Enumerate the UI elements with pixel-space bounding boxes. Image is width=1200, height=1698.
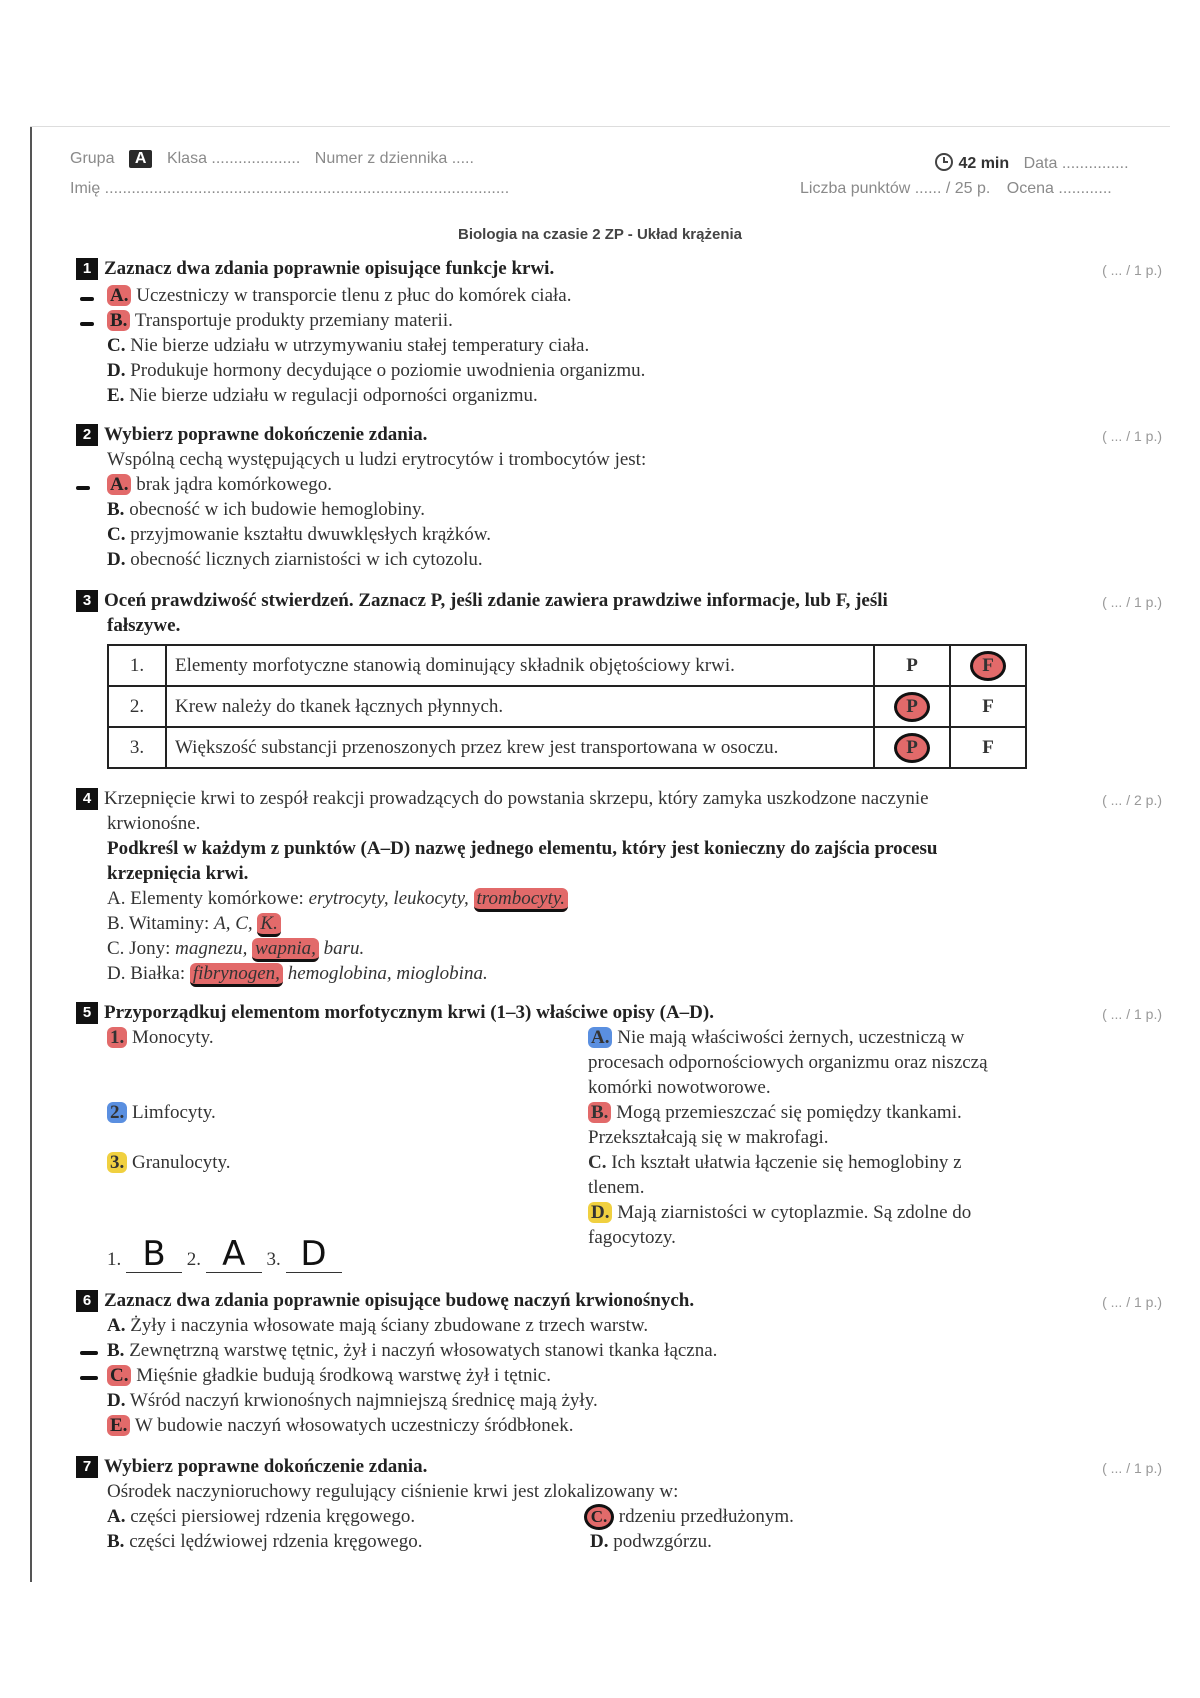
true-false-table	[107, 644, 1027, 769]
q2-option-a[interactable]: A. brak jądra komórkowego.	[107, 472, 332, 497]
row-number: 1.	[108, 645, 166, 686]
q7-points: ( ... / 1 p.)	[1102, 1460, 1162, 1476]
q5-left-3[interactable]: 3. Granulocyty.	[107, 1150, 231, 1175]
header-row-1	[70, 150, 474, 168]
underlined-answer[interactable]: trombocyty.	[474, 888, 568, 912]
question-1-heading: 1 Zaznacz dwa zdania poprawnie opisujące funkcje krwi.	[76, 256, 1076, 281]
group-label: Grupa	[70, 150, 115, 167]
time-limit: 42 min	[958, 155, 1010, 172]
q2-stem: Wspólną cechą występujących u ludzi erytrocytów i trombocytów jest:	[107, 449, 647, 470]
q1-option-a[interactable]: A. Uczestniczy w transporcie tlenu z płuc do komórek ciała.	[107, 283, 571, 308]
q4-task-cont: krzepnięcia krwi.	[107, 863, 249, 884]
question-2-heading: 2 Wybierz poprawne dokończenie zdania.	[76, 422, 1076, 447]
q4-item-b: B. Witaminy: A, C, K.	[107, 911, 281, 936]
answer-circle: C.	[584, 1504, 614, 1530]
q2-points: ( ... / 1 p.)	[1102, 428, 1162, 444]
date-field: Data ...............	[1023, 155, 1129, 172]
q6-points: ( ... / 1 p.)	[1102, 1294, 1162, 1310]
answer-circle: P	[894, 733, 930, 763]
question-3-heading-cont: fałszywe.	[107, 615, 181, 636]
q5-left-2[interactable]: 2. Limfocyty.	[107, 1100, 216, 1125]
question-number: 1	[76, 258, 98, 280]
answer-1-field[interactable]: B	[126, 1242, 182, 1273]
table-row	[108, 727, 1026, 768]
f-cell[interactable]: F	[950, 727, 1026, 768]
question-number: 2	[76, 424, 98, 446]
q6-option-d[interactable]: D. Wśród naczyń krwionośnych najmniejszą średnicę mają żyły.	[107, 1390, 598, 1411]
q7-option-d[interactable]: D. podwzgórzu.	[590, 1531, 712, 1552]
table-row	[108, 645, 1026, 686]
q1-option-b[interactable]: B. Transportuje produkty przemiany materii.	[107, 308, 453, 333]
table-row	[108, 686, 1026, 727]
q6-option-c[interactable]: C. Mięśnie gładkie budują środkową warstwę żył i tętnic.	[107, 1363, 551, 1388]
underlined-answer[interactable]: fibrynogen,	[190, 963, 283, 987]
question-7-heading: 7 Wybierz poprawne dokończenie zdania.	[76, 1454, 1036, 1479]
points-total-field	[800, 180, 1112, 198]
q5-points: ( ... / 1 p.)	[1102, 1006, 1162, 1022]
question-5-heading: 5 Przyporządkuj elementom morfotycznym krwi (1–3) właściwe opisy (A–D).	[76, 1000, 1036, 1025]
q5-right-c[interactable]: C. Ich kształt ułatwia łączenie się hemoglobiny z tlenem.	[588, 1152, 962, 1198]
pen-mark	[80, 1351, 98, 1355]
journal-number-field: Numer z dziennika .....	[314, 150, 474, 167]
q4-intro-cont: krwionośne.	[107, 813, 201, 834]
answer-3-field[interactable]: D	[286, 1242, 342, 1273]
f-cell[interactable]	[950, 645, 1026, 686]
q3-points: ( ... / 1 p.)	[1102, 594, 1162, 610]
q7-option-b[interactable]: B. części lędźwiowej rdzenia kręgowego.	[107, 1531, 423, 1552]
question-number: 6	[76, 1290, 98, 1312]
answer-circle: F	[970, 651, 1006, 681]
pen-mark	[80, 1376, 98, 1380]
q4-task: Podkreśl w każdym z punktów (A–D) nazwę jednego elementu, który jest konieczny do zajścia procesu	[107, 838, 938, 859]
underlined-answer[interactable]: K.	[257, 913, 280, 937]
q5-right-b[interactable]: B. Mogą przemieszczać się pomiędzy tkankami. Przekształcają się w makrofagi.	[588, 1102, 962, 1148]
statement: Krew należy do tkanek łącznych płynnych.	[166, 686, 874, 727]
group-badge: A	[129, 150, 153, 168]
p-cell[interactable]: P	[874, 645, 950, 686]
row-number: 3.	[108, 727, 166, 768]
question-number: 7	[76, 1456, 98, 1478]
q7-stem: Ośrodek naczynioruchowy regulujący ciśnienie krwi jest zlokalizowany w:	[107, 1481, 679, 1502]
pen-mark	[76, 486, 90, 490]
statement: Większość substancji przenoszonych przez krew jest transportowana w osoczu.	[166, 727, 874, 768]
underlined-answer[interactable]: wapnia,	[252, 938, 319, 962]
q5-answer-row: 1. B 2. A 3. D	[107, 1242, 342, 1273]
clock-icon	[934, 152, 954, 172]
q4-item-d: D. Białka: fibrynogen, hemoglobina, mioglobina.	[107, 961, 488, 986]
row-number: 2.	[108, 686, 166, 727]
pen-mark	[80, 322, 94, 326]
question-number: 3	[76, 590, 98, 612]
q4-item-c: C. Jony: magnezu, wapnia, baru.	[107, 936, 364, 961]
f-cell[interactable]: F	[950, 686, 1026, 727]
q4-item-a: A. Elementy komórkowe: erytrocyty, leukocyty, trombocyty.	[107, 886, 568, 911]
answer-2-field[interactable]: A	[206, 1242, 262, 1273]
q4-points: ( ... / 2 p.)	[1102, 792, 1162, 808]
header-time	[934, 152, 1129, 173]
margin-line	[30, 126, 32, 1582]
grade-field: Ocena ............	[1006, 180, 1112, 197]
name-field: Imię ...........................................................................................	[70, 180, 510, 197]
q5-right-d[interactable]: D. Mają ziarnistości w cytoplazmie. Są zdolne do fagocytozy.	[588, 1202, 972, 1248]
top-rule	[30, 126, 1170, 127]
q2-option-b[interactable]: B. obecność w ich budowie hemoglobiny.	[107, 499, 426, 520]
q6-option-a[interactable]: A. Żyły i naczynia włosowate mają ściany zbudowane z trzech warstw.	[107, 1315, 649, 1336]
q6-option-e[interactable]: E. W budowie naczyń włosowatych uczestniczy śródbłonek.	[107, 1413, 574, 1438]
question-number: 4	[76, 788, 98, 810]
q1-option-d[interactable]: D. Produkuje hormony decydujące o poziomie uwodnienia organizmu.	[107, 360, 646, 381]
p-cell[interactable]	[874, 686, 950, 727]
pen-mark	[80, 297, 94, 301]
answer-circle: P	[894, 692, 930, 722]
question-3-heading: 3 Oceń prawdziwość stwierdzeń. Zaznacz P, jeśli zdanie zawiera prawdziwe informacje, lub F, jeśli	[76, 588, 1056, 613]
question-number: 5	[76, 1002, 98, 1024]
page-title: Biologia na czasie 2 ZP - Układ krążenia	[458, 226, 742, 243]
q2-option-d[interactable]: D. obecność licznych ziarnistości w ich cytozolu.	[107, 549, 483, 570]
q7-option-a[interactable]: A. części piersiowej rdzenia kręgowego.	[107, 1506, 416, 1527]
q5-right-a[interactable]: A. Nie mają właściwości żernych, uczestniczą w procesach odpornościowych organizmu oraz niszczą komórki nowotworowe.	[588, 1027, 988, 1098]
q6-option-b[interactable]: B. Zewnętrzną warstwę tętnic, żył i naczyń włosowatych stanowi tkanka łączna.	[107, 1340, 718, 1361]
q1-option-e[interactable]: E. Nie bierze udziału w regulacji odporności organizmu.	[107, 385, 538, 406]
question-6-heading: 6 Zaznacz dwa zdania poprawnie opisujące budowę naczyń krwionośnych.	[76, 1288, 1036, 1313]
q1-option-c[interactable]: C. Nie bierze udziału w utrzymywaniu stałej temperatury ciała.	[107, 335, 590, 356]
p-cell[interactable]	[874, 727, 950, 768]
points-label: Liczba punktów ...... / 25 p.	[800, 180, 991, 197]
q5-left-1[interactable]: 1. Monocyty.	[107, 1025, 214, 1050]
statement: Elementy morfotyczne stanowią dominujący składnik objętościowy krwi.	[166, 645, 874, 686]
q7-option-c[interactable]: C. rdzeniu przedłużonym.	[584, 1504, 794, 1530]
q2-option-c[interactable]: C. przyjmowanie kształtu dwuwklęsłych krążków.	[107, 524, 491, 545]
q1-points: ( ... / 1 p.)	[1102, 262, 1162, 278]
question-4-intro: 4 Krzepnięcie krwi to zespół reakcji prowadzących do powstania skrzepu, który zamyka uszkodzone naczynie	[76, 786, 1056, 811]
class-field: Klasa ....................	[166, 150, 301, 167]
